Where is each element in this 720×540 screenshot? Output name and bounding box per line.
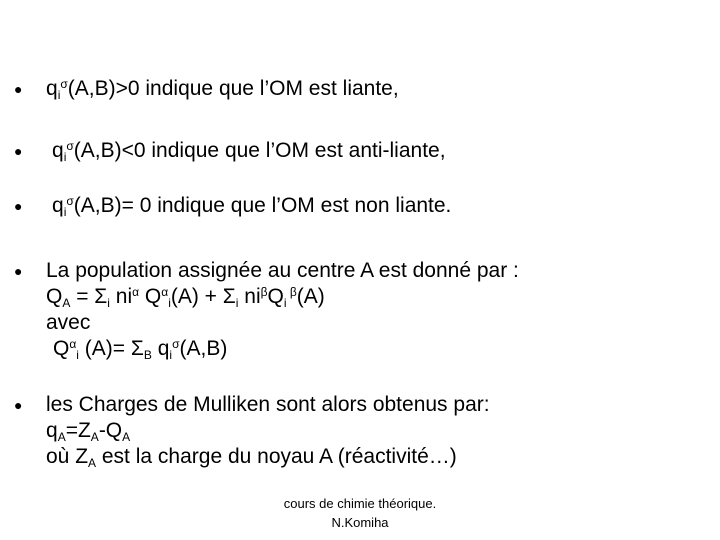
bullet-charges <box>0 392 490 470</box>
bullet-dot: ● <box>14 81 23 97</box>
bullet-non-liante <box>0 193 451 219</box>
bullet-text: $q_i^\sigma(A,B)<0$ indique que l’OM est anti-liante, <box>52 139 446 164</box>
footer-course: cours de chimie théorique. <box>283 496 437 511</box>
bullet-dot: ● <box>14 143 23 159</box>
footer-credit <box>250 494 470 532</box>
bullet-population <box>0 258 519 362</box>
charges-note: où $Z_A$ est la charge du noyau A (réactivité…) <box>46 445 457 470</box>
bullet-dot: ● <box>14 198 23 214</box>
bullet-text: $q_i^\sigma(A,B)= 0$ indique que l’OM est non liante. <box>52 194 452 219</box>
population-equation: $Q_A = \Sigma_i$ $ni^\alpha$ $Q^\alpha_i(A) + \Sigma_i$ $ni^\beta Q_i$ $^\beta$(A) <box>46 285 325 310</box>
footer-author: N.Komiha <box>331 515 389 530</box>
bullet-dot: ● <box>14 263 23 279</box>
population-avec: avec <box>46 311 91 334</box>
bullet-text: $q_i^\sigma(A,B)>0$ indique que l’OM est liante, <box>46 77 399 102</box>
population-intro: La population assignée au centre A est donné par : <box>46 259 519 282</box>
bullet-dot: ● <box>14 397 23 413</box>
charges-equation: $q_A=Z_A-Q_A$ <box>46 419 131 444</box>
charges-intro: les Charges de Mulliken sont alors obtenus par: <box>46 393 490 416</box>
population-definition: $Q^\alpha_i$ $(A)= \Sigma_B$ $q_i^\sigma(A,B)$ <box>53 337 228 362</box>
bullet-anti-liante <box>0 138 446 164</box>
bullet-liante <box>0 76 399 102</box>
